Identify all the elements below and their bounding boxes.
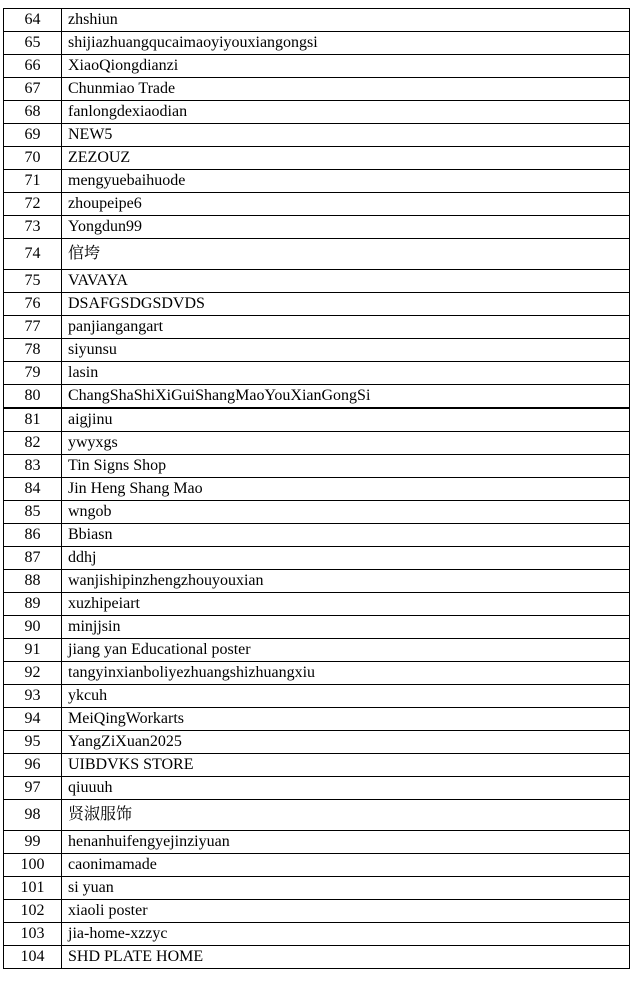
store-name: minjjsin [62, 616, 630, 639]
row-number: 70 [4, 147, 62, 170]
store-name: NEW5 [62, 124, 630, 147]
row-number: 97 [4, 777, 62, 800]
store-list-body [4, 9, 630, 969]
table-row [4, 147, 630, 170]
store-name: jiang yan Educational poster [62, 639, 630, 662]
store-name: ywyxgs [62, 432, 630, 455]
table-row [4, 193, 630, 216]
table-row [4, 800, 630, 831]
row-number: 101 [4, 877, 62, 900]
store-name: UIBDVKS STORE [62, 754, 630, 777]
table-row [4, 662, 630, 685]
table-row [4, 32, 630, 55]
row-number: 72 [4, 193, 62, 216]
row-number: 104 [4, 946, 62, 969]
store-name: si yuan [62, 877, 630, 900]
store-name: qiuuuh [62, 777, 630, 800]
store-name: ykcuh [62, 685, 630, 708]
table-row [4, 501, 630, 524]
table-row [4, 524, 630, 547]
store-name: VAVAYA [62, 270, 630, 293]
table-row [4, 877, 630, 900]
table-row [4, 101, 630, 124]
store-name: aigjinu [62, 408, 630, 432]
table-row [4, 9, 630, 32]
row-number: 67 [4, 78, 62, 101]
store-name: zhshiun [62, 9, 630, 32]
table-row [4, 854, 630, 877]
row-number: 80 [4, 385, 62, 409]
store-name: Tin Signs Shop [62, 455, 630, 478]
table-row [4, 946, 630, 969]
store-name: zhoupeipe6 [62, 193, 630, 216]
row-number: 81 [4, 408, 62, 432]
row-number: 76 [4, 293, 62, 316]
table-row [4, 731, 630, 754]
table-row [4, 547, 630, 570]
store-name: Bbiasn [62, 524, 630, 547]
table-row [4, 708, 630, 731]
row-number: 88 [4, 570, 62, 593]
store-name: shijiazhuangqucaimaoyiyouxiangongsi [62, 32, 630, 55]
row-number: 90 [4, 616, 62, 639]
store-name: henanhuifengyejinziyuan [62, 831, 630, 854]
row-number: 93 [4, 685, 62, 708]
row-number: 100 [4, 854, 62, 877]
table-row [4, 293, 630, 316]
store-name: MeiQingWorkarts [62, 708, 630, 731]
table-row [4, 455, 630, 478]
table-row [4, 339, 630, 362]
row-number: 65 [4, 32, 62, 55]
table-row [4, 478, 630, 501]
row-number: 77 [4, 316, 62, 339]
store-name: fanlongdexiaodian [62, 101, 630, 124]
table-row [4, 639, 630, 662]
row-number: 92 [4, 662, 62, 685]
row-number: 89 [4, 593, 62, 616]
store-name: mengyuebaihuode [62, 170, 630, 193]
table-row [4, 362, 630, 385]
store-name: tangyinxianboliyezhuangshizhuangxiu [62, 662, 630, 685]
store-name: ddhj [62, 547, 630, 570]
table-row [4, 900, 630, 923]
store-list-table [3, 8, 630, 969]
row-number: 103 [4, 923, 62, 946]
row-number: 84 [4, 478, 62, 501]
table-row [4, 78, 630, 101]
row-number: 79 [4, 362, 62, 385]
row-number: 74 [4, 239, 62, 270]
row-number: 78 [4, 339, 62, 362]
store-name: YangZiXuan2025 [62, 731, 630, 754]
row-number: 66 [4, 55, 62, 78]
store-name: siyunsu [62, 339, 630, 362]
table-row [4, 270, 630, 293]
table-row [4, 385, 630, 409]
row-number: 83 [4, 455, 62, 478]
row-number: 86 [4, 524, 62, 547]
store-name: jia-home-xzzyc [62, 923, 630, 946]
store-name: Yongdun99 [62, 216, 630, 239]
table-row [4, 685, 630, 708]
table-row [4, 124, 630, 147]
row-number: 94 [4, 708, 62, 731]
row-number: 102 [4, 900, 62, 923]
table-row [4, 754, 630, 777]
row-number: 96 [4, 754, 62, 777]
store-name: xiaoli poster [62, 900, 630, 923]
table-row [4, 570, 630, 593]
table-row [4, 831, 630, 854]
store-name: SHD PLATE HOME [62, 946, 630, 969]
store-name: Jin Heng Shang Mao [62, 478, 630, 501]
row-number: 82 [4, 432, 62, 455]
table-row [4, 593, 630, 616]
row-number: 64 [4, 9, 62, 32]
row-number: 68 [4, 101, 62, 124]
store-name: wanjishipinzhengzhouyouxian [62, 570, 630, 593]
table-row [4, 616, 630, 639]
store-name: ZEZOUZ [62, 147, 630, 170]
row-number: 69 [4, 124, 62, 147]
table-row [4, 239, 630, 270]
row-number: 98 [4, 800, 62, 831]
store-name: panjiangangart [62, 316, 630, 339]
table-row [4, 316, 630, 339]
store-name: DSAFGSDGSDVDS [62, 293, 630, 316]
row-number: 95 [4, 731, 62, 754]
row-number: 99 [4, 831, 62, 854]
store-name: Chunmiao Trade [62, 78, 630, 101]
store-name: XiaoQiongdianzi [62, 55, 630, 78]
table-row [4, 216, 630, 239]
table-row [4, 408, 630, 432]
store-name: 倌垮 [62, 239, 630, 270]
row-number: 75 [4, 270, 62, 293]
store-name: wngob [62, 501, 630, 524]
row-number: 91 [4, 639, 62, 662]
row-number: 87 [4, 547, 62, 570]
store-name: 贤淑服饰 [62, 800, 630, 831]
table-row [4, 923, 630, 946]
table-row [4, 55, 630, 78]
table-row [4, 432, 630, 455]
table-row [4, 777, 630, 800]
store-name: ChangShaShiXiGuiShangMaoYouXianGongSi [62, 385, 630, 409]
row-number: 71 [4, 170, 62, 193]
store-name: caonimamade [62, 854, 630, 877]
store-name: lasin [62, 362, 630, 385]
row-number: 85 [4, 501, 62, 524]
store-name: xuzhipeiart [62, 593, 630, 616]
row-number: 73 [4, 216, 62, 239]
table-row [4, 170, 630, 193]
